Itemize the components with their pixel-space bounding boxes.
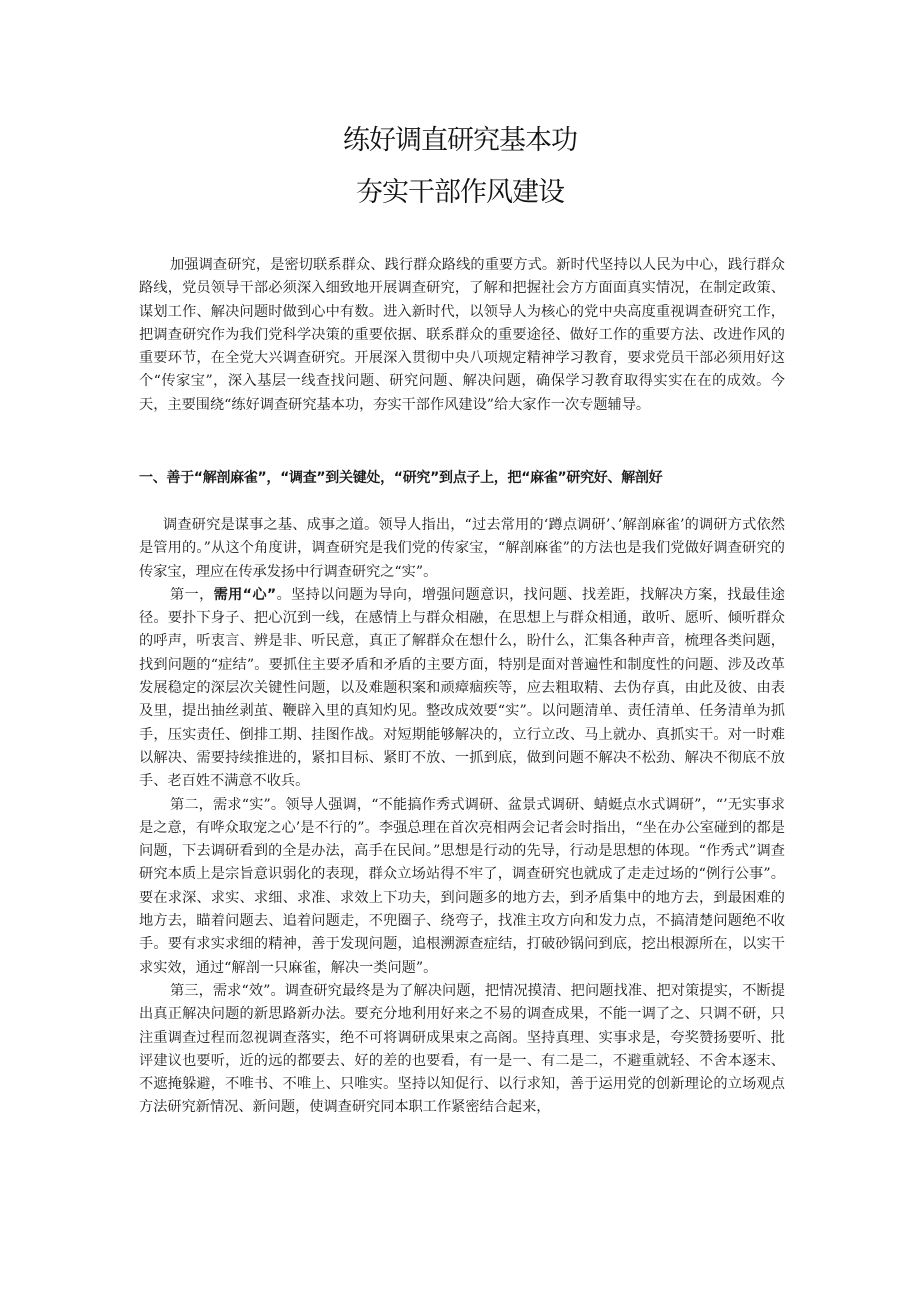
point1-text: 。坚持以问题为导向，增强问题意识，找问题、找差距，找解决方案，找最佳途径。要扑下身子、把心沉到一线，在感情上与群众相融，在思想上与群众相通，敢听、愿听、倾听群众的呼声，听衷言、辨是非、听民意，真正了解群众在想什么，盼什么，汇集各种声音，梳理各类问题，找到问题的“症结”。要抓住主要矛盾和矛盾的主要方面，特别是面对普遍性和制度性的问题、涉及改革发展稳定的深层次关键性问题，以及难题积案和顽瘴痼疾等，应去粗取精、去伪存真，由此及彼、由表及里，提出抽丝剥茧、鞭辟入里的真知灼见。整改成效要“实”。以问题清单、责任清单、任务清单为抓手，压实责任、倒排工期、挂图作战。对短期能够解决的，立行立改、马上就办、真抓实干。对一时难以解决、需要持续推进的，紧扣目标、紧盯不放、一抓到底，做到问题不解决不松劲、解决不彻底不放手、老百姓不满意不收兵。 bbox=[139, 586, 785, 790]
section1-paragraph-4: 第三，需求“效”。调查研究最终是为了解决问题，把情况摸清、把问题找准、把对策提实，不断提出真正解决问题的新思路新办法。要充分地利用好来之不易的调查成果，不能一调了之、只调不研，只注重调查过程而忽视调查落实，绝不可将调研成果束之高阁。坚持真理、实事求是，夸奖赞扬要听、批评建议也要听，近的远的都要去、好的差的也要看，有一是一、有二是二，不避重就轻、不舍本逐末、不遮掩躲避，不唯书、不唯上、只唯实。坚持以知促行、以行求知，善于运用党的创新理论的立场观点方法研究新情况、新问题，使调查研究同本职工作紧密结合起来， bbox=[139, 982, 785, 1116]
section1-paragraph-2 bbox=[139, 584, 785, 794]
point1-keyword: 需用“心” bbox=[213, 586, 277, 603]
section1-paragraph-3: 第二，需求“实”。领导人强调，“不能搞作秀式调研、盆景式调研、蜻蜓点水式调研”，“’无实事求是之意，有哗众取宠之心’是不行的”。李强总理在首次亮相两会记者会时指出，“坐在办公室碰到的都是问题，下去调研看到的全是办法，高手在民间。”思想是行动的先导，行动是思想的体现。“作秀式”调查研究本质上是宗旨意识弱化的表现，群众立场站得不牢了，调查研究也就成了走走过场的“例行公事”。要在求深、求实、求细、求准、求效上下功夫，到问题多的地方去，到矛盾集中的地方去，到最困难的地方去，瞄着问题去、追着问题走，不兜圈子、绕弯子，找准主攻方向和发力点，不搞清楚问题绝不收手。要有求实求细的精神，善于发现问题，追根溯源查症结，打破砂锅问到底，挖出根源所在，以实干求实效，通过“解剖一只麻雀，解决一类问题”。 bbox=[139, 796, 785, 976]
intro-section bbox=[139, 254, 785, 417]
document-title-line1: 练好调直研究基本功 bbox=[343, 125, 577, 156]
section1-paragraph-1: 调查研究是谋事之基、成事之道。领导人指出，“过去常用的‘蹲点调研’、’解剖麻雀’的调研方式依然是管用的。”从这个角度讲，调查研究是我们党的传家宝，“解剖麻雀”的方法也是我们党做好调查研究的传家宝，理应在传承发扬中行调查研究之“实”。 bbox=[139, 517, 785, 580]
intro-paragraph: 加强调查研究，是密切联系群众、践行群众路线的重要方式。新时代坚持以人民为中心，践行群众路线，党员领导干部必须深入细致地开展调查研究，了解和把握社会方方面面真实情况，在制定政策、谋划工作、解决问题时做到心中有数。进入新时代，以领导人为核心的党中央高度重视调查研究工作，把调查研究作为我们党科学决策的重要依据、联系群众的重要途径、做好工作的重要方法、改进作风的重要环节，在全党大兴调查研究。开展深入贯彻中央八项规定精神学习教育，要求党员干部必须用好这个“传家宝”，深入基层一线查找问题、研究问题、解决问题，确保学习教育取得实实在在的成效。今天，主要围绕“练好调查研究基本功，夯实干部作风建设”给大家作一次专题辅导。 bbox=[139, 257, 785, 413]
document-title-line2: 夯实干部作风建设 bbox=[356, 177, 564, 208]
section1-body bbox=[139, 514, 785, 1120]
section1-heading: 一、善于“解剖麻雀”，“调查”到关键处，“研究”到点子上，把“麻雀”研究好、解剖好 bbox=[139, 470, 663, 486]
point1-lead: 第一， bbox=[170, 586, 214, 603]
